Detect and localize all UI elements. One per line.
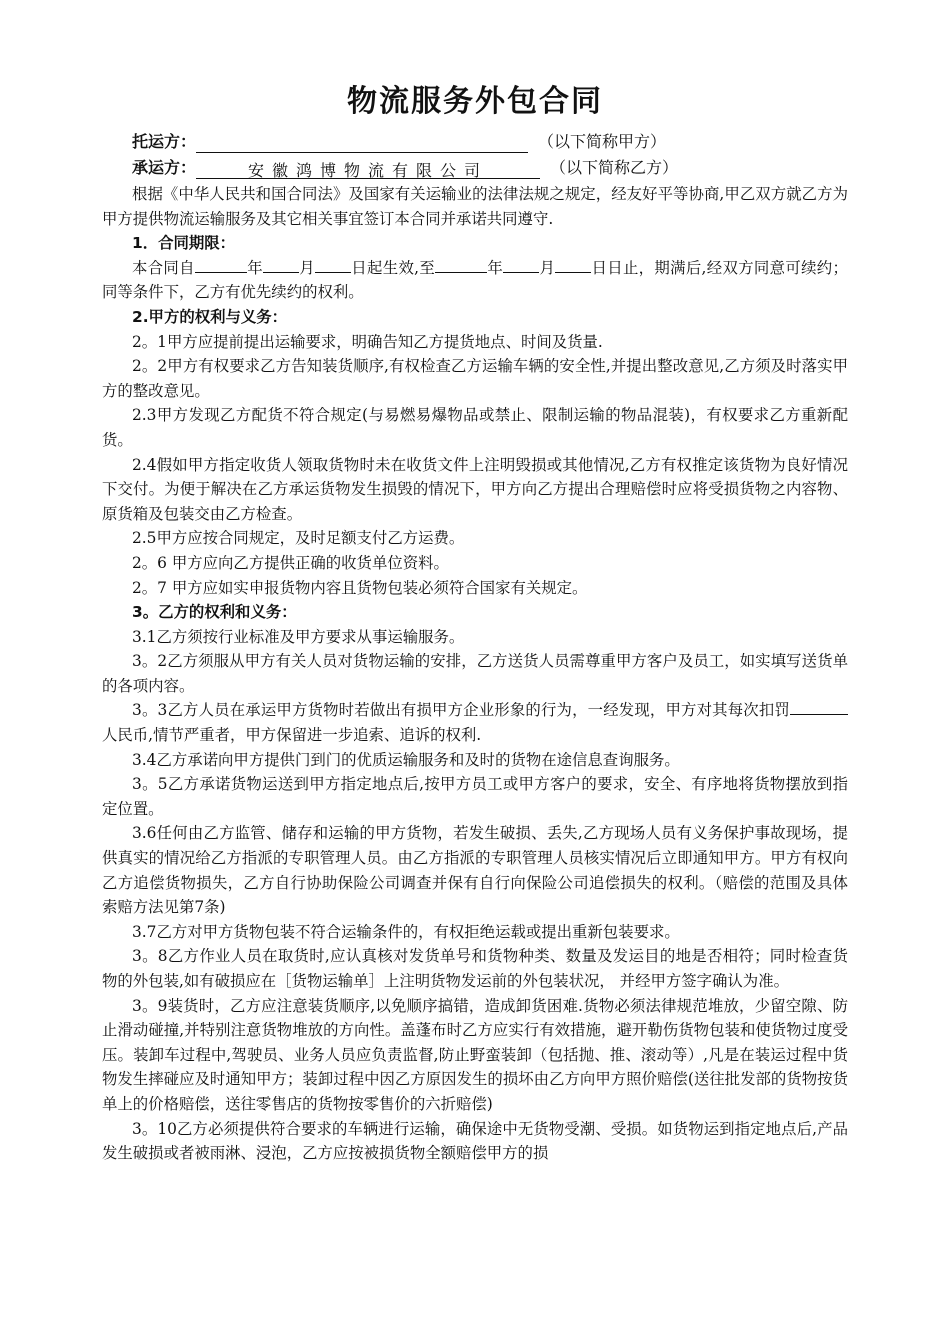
clause-3-9: 3。9装货时，乙方应注意装货顺序,以免顺序搞错，造成卸货困难.货物必须法律规范堆放，少留空隙、防止滑动碰撞,并特别注意货物堆放的方向性。盖蓬布时乙方应实行有效措施，避开勒伤货物包装和使货物过度受压。装卸车过程中,驾驶员、业务人员应负责监督,防止野蛮装卸（包括抛、推、滚动等）,凡是在装运过程中货物发生摔碰应及时通知甲方；装卸过程中因乙方原因发生的损坏由乙方向甲方照价赔偿(送往批发部的货物按货单上的价格赔偿，送往零售店的货物按零售价的六折赔偿) [102, 996, 848, 1113]
term-text: 日起生效,至 [350, 258, 436, 277]
clause-2-6: 2。6 甲方应向乙方提供正确的收货单位资料。 [132, 553, 449, 572]
term-text: 月 [298, 258, 315, 277]
clause-2-7: 2。7 甲方应如实申报货物内容且货物包装必须符合国家有关规定。 [132, 578, 588, 597]
contract-body [102, 182, 848, 1166]
shipper-note: （以下简称甲方） [538, 132, 667, 151]
clause-3-1: 3.1乙方须按行业标准及甲方要求从事运输服务。 [132, 627, 465, 646]
clause-3-3-text: 人民币,情节严重者，甲方保留进一步追索、追诉的权利. [102, 726, 482, 745]
end-month-blank [503, 256, 539, 273]
clause-3-5: 3。5乙方承诺货物运送到甲方指定地点后,按甲方员工或甲方客户的要求，安全、有序地将货物摆放到指定位置。 [102, 775, 848, 818]
term-text: 年 [246, 258, 263, 277]
penalty-amount-blank [790, 698, 848, 715]
term-text: 本合同自 [132, 258, 195, 277]
clause-2-2: 2。2甲方有权要求乙方告知装货顺序,有权检查乙方运输车辆的安全性,并提出整改意见,乙方须及时落实甲方的整改意见。 [102, 357, 848, 400]
start-day-blank [315, 256, 351, 273]
carrier-name-field [196, 160, 540, 179]
clause-3-6: 3.6任何由乙方监管、储存和运输的甲方货物，若发生破损、丢失,乙方现场人员有义务保护事故现场，提供真实的情况给乙方指派的专职管理人员。由乙方指派的专职管理人员核实情况后立即通知甲方。甲方有权向乙方追偿货物损失，乙方自行协助保险公司调查并保有自行向保险公司追偿损失的权利。（赔偿的范围及具体索赔方法见第7条) [102, 824, 848, 917]
clause-3-10: 3。10乙方必须提供符合要求的车辆进行运输，确保途中无货物受潮、受损。如货物运到指定地点后,产品发生破损或者被雨淋、浸泡，乙方应按被损货物全额赔偿甲方的损 [102, 1119, 848, 1163]
term-text: 日日止，期满后,经双方同意可续约；同等条件下，乙方有优先续约的权利。 [102, 258, 848, 302]
clause-2-4: 2.4假如甲方指定收货人领取货物时未在收货文件上注明毁损或其他情况,乙方有权推定该货物为良好情况下交付。为便于解决在乙方承运货物发生损毁的情况下，甲方向乙方提出合理赔偿时应将受损货物之内容物、原货箱及包装交由乙方检查。 [102, 455, 848, 523]
section-1-heading: 1．合同期限： [132, 234, 236, 253]
start-month-blank [263, 256, 299, 273]
clause-3-3 [102, 698, 848, 747]
section-1-text [102, 256, 848, 305]
clause-2-1: 2。1甲方应提前提出运输要求，明确告知乙方提货地点、时间及货量. [132, 332, 603, 351]
carrier-name: 安徽鸿博物流有限公司 [248, 161, 489, 180]
clause-2-5: 2.5甲方应按合同规定，及时足额支付乙方运费。 [132, 529, 465, 548]
preamble: 根据《中华人民共和国合同法》及国家有关运输业的法律法规之规定，经友好平等协商,甲乙双方就乙方为甲方提供物流运输服务及其它相关事宜签订本合同并承诺共同遵守. [102, 185, 848, 228]
carrier-line [132, 157, 678, 179]
carrier-note: （以下简称乙方） [550, 158, 679, 177]
section-3-heading: 3。乙方的权利和义务： [132, 603, 297, 622]
clause-3-8: 3。8乙方作业人员在取货时,应认真核对发货单号和货物种类、数量及发运目的地是否相符；同时检查货物的外包装,如有破损应在［货物运输单］上注明货物发运前的外包装状况， 并经甲方签字确认为准。 [102, 947, 848, 990]
shipper-label: 托运方： [132, 132, 197, 151]
clause-3-3-text: 3。3乙方人员在承运甲方货物时若做出有损甲方企业形象的行为，一经发现，甲方对其每次扣罚 [132, 701, 790, 720]
shipper-blank [196, 134, 528, 153]
carrier-label: 承运方： [132, 158, 197, 177]
document-title: 物流服务外包合同 [347, 84, 603, 119]
clause-2-3: 2.3甲方发现乙方配货不符合规定(与易燃易爆物品或禁止、限制运输的物品混装)，有权要求乙方重新配货。 [102, 406, 848, 449]
clause-3-7: 3.7乙方对甲方货物包装不符合运输条件的，有权拒绝运载或提出重新包装要求。 [132, 922, 680, 941]
term-text: 月 [539, 258, 556, 277]
section-2-heading: 2.甲方的权利与义务： [132, 307, 288, 326]
clause-3-4: 3.4乙方承诺向甲方提供门到门的优质运输服务和及时的货物在途信息查询服务。 [132, 750, 680, 769]
end-year-blank [435, 256, 487, 273]
term-text: 年 [487, 258, 504, 277]
clause-3-2: 3。2乙方须服从甲方有关人员对货物运输的安排，乙方送货人员需尊重甲方客户及员工，如实填写送货单的各项内容。 [102, 652, 848, 695]
shipper-line [132, 131, 666, 153]
end-day-blank [555, 256, 591, 273]
start-year-blank [195, 256, 247, 273]
